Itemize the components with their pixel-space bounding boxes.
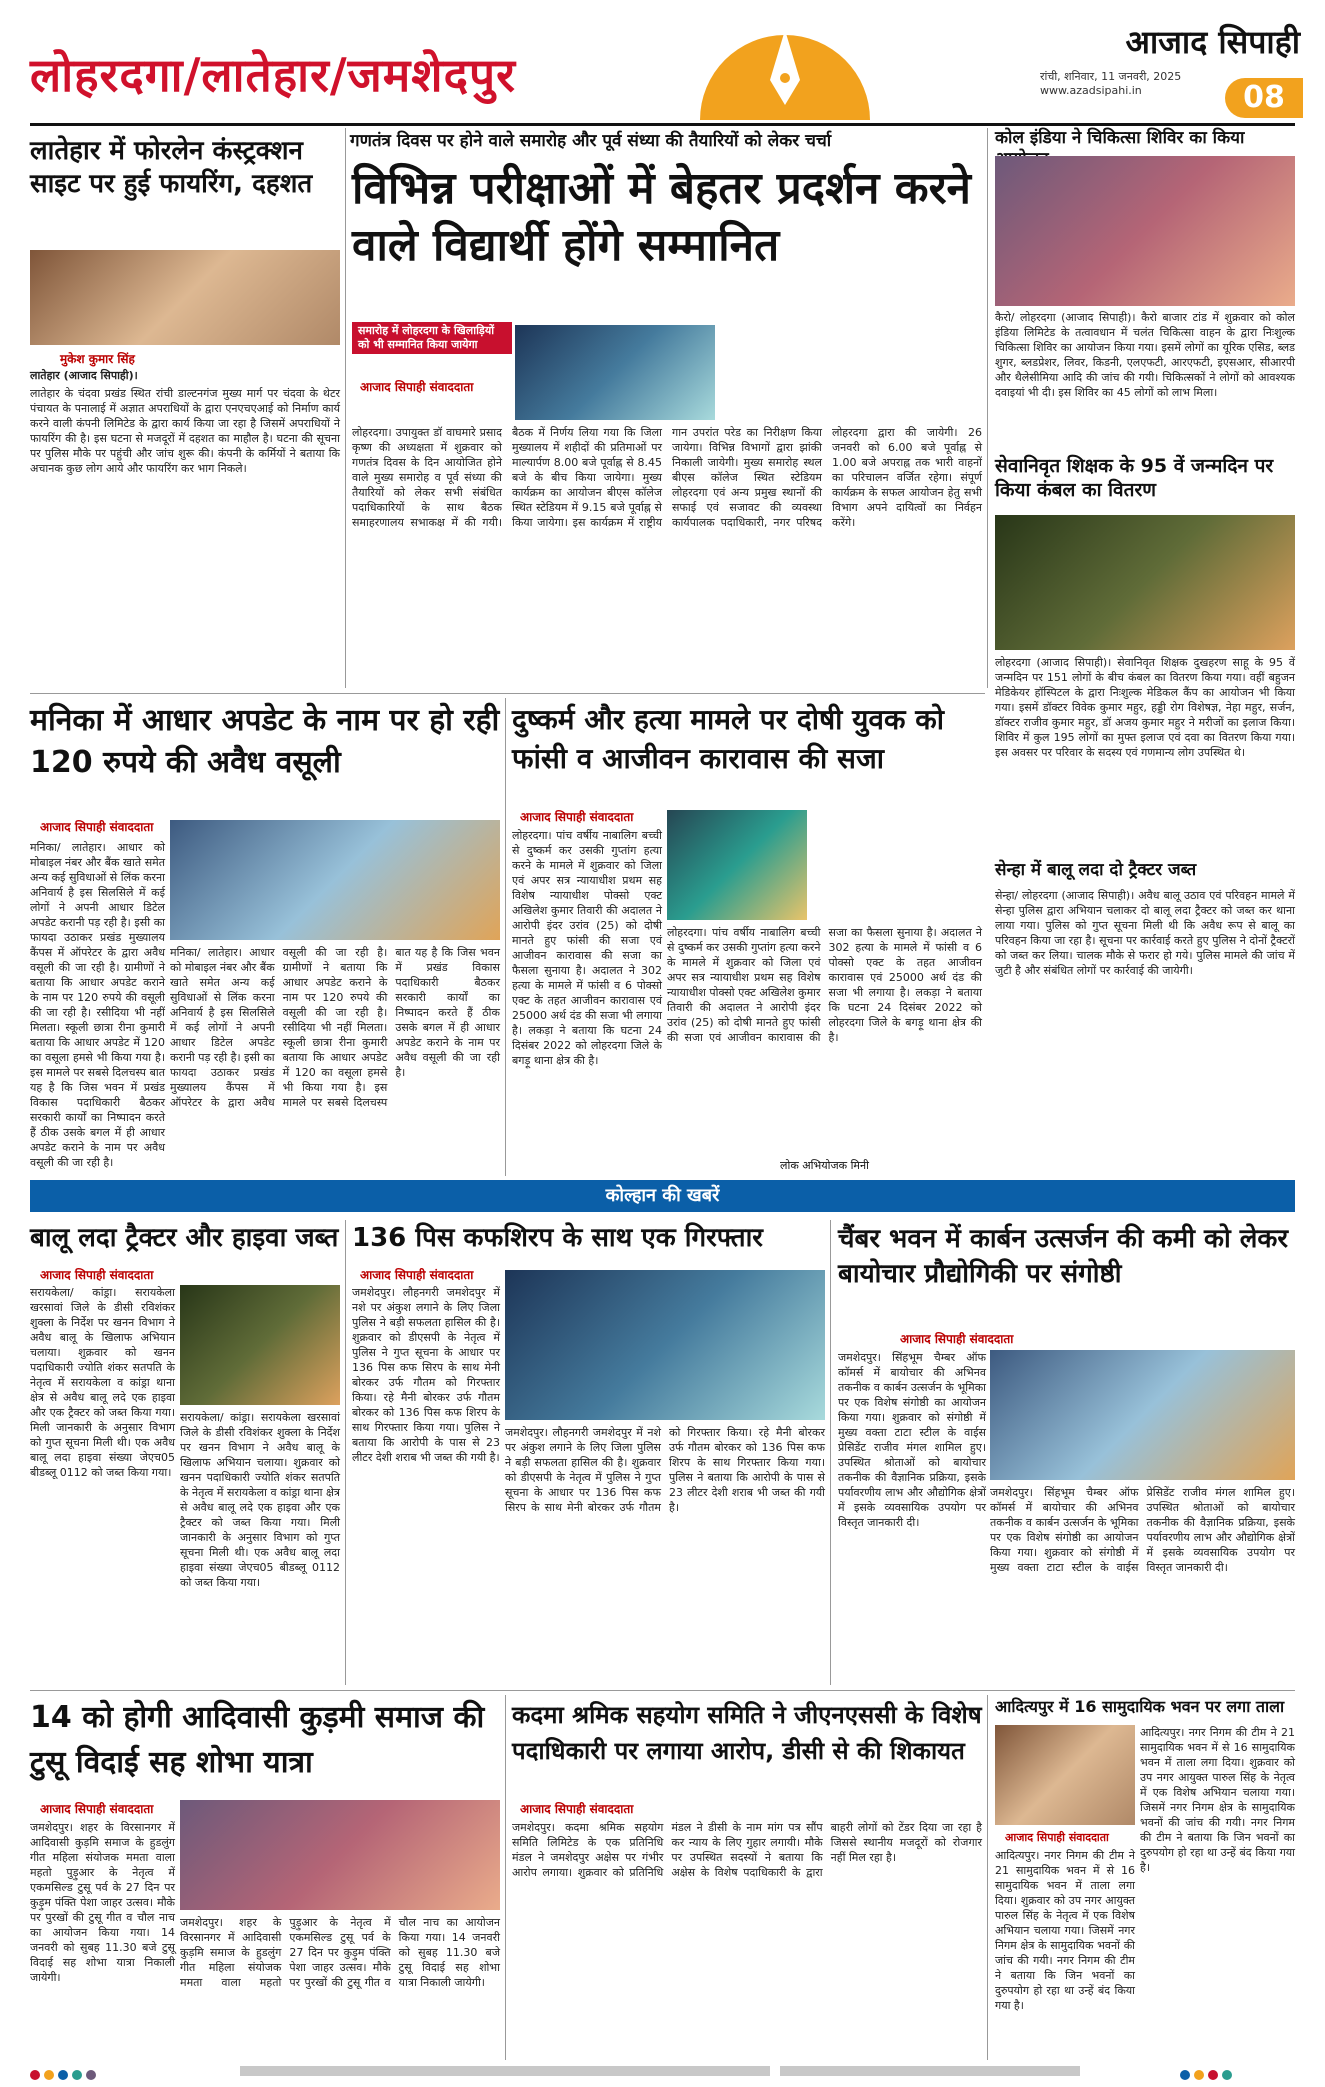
adityapur-headline: आदित्यपुर में 16 सामुदायिक भवन पर लगा ताला — [995, 1697, 1285, 1716]
coal-camp-photo — [995, 156, 1295, 306]
cough-byline: आजाद सिपाही संवाददाता — [360, 1268, 474, 1282]
column-rule — [987, 128, 988, 688]
kadma-byline: आजाद सिपाही संवाददाता — [520, 1802, 634, 1816]
coal-headline: कोल इंडिया ने चिकित्सा शिविर का किया — [995, 128, 1245, 148]
manika-body: मनिका/ लातेहार। आधार को मोबाइल नंबर और बैंक खाते समेत अन्य कई सुविधाओं से लिंक करना अनिवार्य है इस सिलसिले में कई लोगों ने अपनी आधार डिटेल अपडेट करानी पड़ रही है। इसी का फायदा उठाकर प्रखंड मुख्यालय कैंपस में ऑपरेटर के द्वारा अवैध वसूली की जा रही है। ग्रामीणों ने बताया कि आधार अपडेट कराने के नाम पर 120 रुपये की वसूली की जा रही है। रसीदिया भी नहीं मिलता। स्कूली छात्रा रीना कुमारी बताया कि आधार अपडेट में 120 का वसूला हमसे भी किया गया है। इस मामले पर सबसे दिलचस्प बात यह है कि जिस भवन में प्रखंड विकास पदाधिकारी बैठकर सरकारी कार्यों का निष्पादन करते हैं ठीक उसके बगल में ही आधार अपडेट कराने के नाम पर अवैध वसूली की जा रही है। — [30, 841, 165, 1169]
tusu-group-photo — [180, 1800, 500, 1910]
tusu-body: जमशेदपुर। शहर के विरसानगर में आदिवासी कुड़मि समाज के हुडलुंग गीत महिला संयोजक ममता वाला महतो पुड़ुआर के नेतृत्व में एकमसिल्ड टुसू पर्व के 27 दिन पर कुड़ुम पंक्ति पेशा जाहर उत्सव। मौके पर पुरखों की टुसू गीत व चौल नाच का आयोजन किया गया। 14 जनवरी को सुबह 11.30 बजे टुसू विदाई सह शोभा यात्रा निकाली जायेगी। — [30, 1821, 175, 1984]
footer-dots — [1180, 2065, 1295, 2077]
column-rule — [987, 1695, 988, 2060]
main-byline: आजाद सिपाही संवाददाता — [360, 380, 474, 394]
teacher-headline: सेवानिवृत शिक्षक के 95 वें जन्मदिन पर किया कंबल का वितरण — [995, 455, 1274, 501]
masthead-rule — [30, 123, 1295, 126]
chamber-seminar-photo — [990, 1350, 1295, 1480]
teacher-body: लोहरदगा (आजाद सिपाही)। सेवानिवृत शिक्षक दुखहरण साहू के 95 वें जन्मदिन पर 151 लोगों के बीच कंबल का वितरण किया गया। वहीं बहुजन मेडिकेयर हॉस्पिटल के द्वारा निःशुल्क मेडिकल कैंप का आयोजन भी किया गया। इसमें डॉक्टर विवेक कुमार महुर, हड्डी रोग विशेषज्ञ, नेहा महुर, सर्जन, डॉक्टर राजीव कुमार महुर, डॉ अजय कुमार महुर ने मरीजों का इलाज किया। शिविर में कुल 195 लोगों का मुफ्त इलाज एवं दवा का वितरण किया गया। इस अवसर पर परिवार के सदस्य एवं गणमान्य लोग उपस्थित थे। — [995, 656, 1295, 759]
latehar-byline: मुकेश कुमार सिंह — [60, 352, 135, 366]
column-rule — [345, 128, 346, 688]
verdict-body: लोहरदगा। पांच वर्षीय नाबालिग बच्ची से दुष्कर्म कर उसकी गुप्तांग हत्या करने के मामले में शुक्रवार को जिला एवं अपर सत्र न्यायाधीश प्रथम सह विशेष न्यायाधीश पोक्सो एक्ट अखिलेश कुमार तिवारी की अदालत ने आरोपी इंदर उरांव (25) को दोषी मानते हुए फांसी की सजा एवं आजीवन कारावास की सजा का फैसला सुनाया है। अदालत ने 302 हत्या के मामले में फांसी व 6 पोक्सो एक्ट के तहत आजीवन कारावास एवं 25000 अर्थ दंड की सजा भी लगाया है। लकड़ा ने बताया कि घटना 24 दिसंबर 2022 को लोहरदगा जिले के बगड़ू थाना क्षेत्र की है। — [512, 829, 662, 1067]
main-kicker: समारोह में लोहरदगा के खिलाड़ियों को भी सम्मानित किया जायेगा — [352, 322, 512, 354]
chamber-byline: आजाद सिपाही संवाददाता — [900, 1332, 1014, 1346]
main-headline: विभिन्न परीक्षाओं में बेहतर प्रदर्शन करने वाले विद्यार्थी होंगे सम्मानित — [352, 163, 971, 272]
cough-body: जमशेदपुर। लौहनगरी जमशेदपुर में नशे पर अंकुश लगाने के लिए जिला पुलिस ने बड़ी सफलता हासिल की है। शुक्रवार को डीएसपी के नेतृत्व में पुलिस ने गुप्त सूचना के आधार पर 136 पिस कफ सिरप के साथ मेनी बोरकर उर्फ गौतम को गिरफ्तार किया। रहे मैनी बोरकर उर्फ गौतम बोरकर को 136 पिस कफ शिरप के साथ गिरफ्तार किया गया। पुलिस ने बताया कि आरोपी के पास से 23 लीटर देशी शराब भी जब्त की गयी है। — [352, 1286, 500, 1464]
chamber-body: जमशेदपुर। सिंहभूम चैम्बर ऑफ कॉमर्स में बायोचार की अभिनव तकनीक व कार्बन उत्सर्जन के भूमिका पर एक विशेष संगोष्ठी का आयोजन किया गया। शुक्रवार को संगोष्ठी में मुख्य वक्ता टाटा स्टील के वाईस प्रेसिडेंट राजीव मंगल शामिल हुए। उपस्थित श्रोताओं को बायोचार तकनीक की वैज्ञानिक प्रक्रिया, इसके पर्यावरणीय लाभ और औद्योगिक क्षेत्रों में इसके व्यवसायिक उपयोग पर विस्तृत जानकारी दी। — [838, 1351, 986, 1529]
manika-headline: मनिका में आधार अपडेट के नाम पर हो रही 120 रुपये की अवैध वसूली — [30, 703, 500, 780]
main-meeting-photo — [515, 325, 715, 420]
adityapur-photo — [995, 1725, 1135, 1825]
cough-body-cont: जमशेदपुर। लौहनगरी जमशेदपुर में नशे पर अंकुश लगाने के लिए जिला पुलिस ने बड़ी सफलता हासिल की है। शुक्रवार को डीएसपी के नेतृत्व में पुलिस ने गुप्त सूचना के आधार पर 136 पिस कफ सिरप के साथ मेनी बोरकर उर्फ गौतम को गिरफ्तार किया। रहे मैनी बोरकर उर्फ गौतम बोरकर को 136 पिस कफ शिरप के साथ गिरफ्तार किया गया। पुलिस ने बताया कि आरोपी के पास से 23 लीटर देशी शराब भी जब्त की गयी है। — [505, 1426, 825, 1514]
cough-press-photo — [505, 1270, 825, 1420]
page-number: 08 — [1225, 78, 1303, 118]
coal-body: कैरो/ लोहरदगा (आजाद सिपाही)। कैरो बाजार टांड में शुक्रवार को कोल इंडिया लिमिटेड के तत्वावधान में चलंत चिकित्सा वाहन के द्वारा निःशुल्क चिकित्सा शिविर का आयोजन किया गया। इसमें लोगों का यूरिक एसिड, ब्लड शुगर, ब्लडप्रेशर, लिवर, किडनी, एलएफटी, आरएफटी, इएसआर, सीआरपी और थैलेसीमिया आदि की जांच की गयी। चिकित्सकों ने लोगों को आवश्यक दवाइयां भी दी। इस शिविर का 45 लोगों को लाभ मिला। — [995, 311, 1295, 399]
dateline: रांची, शनिवार, 11 जनवरी, 2025 www.azadsipahi.in — [1040, 70, 1182, 97]
kadma-headline: कदमा श्रमिक सहयोग समिति ने जीएनएससी के विशेष पदाधिकारी पर लगाया आरोप, डीसी से की शिकायत — [512, 1701, 982, 1765]
section-title: लोहरदगा/लातेहार/जमशेदपुर — [30, 48, 516, 102]
column-rule — [505, 1695, 506, 2060]
footer-bar — [780, 2066, 1080, 2076]
chamber-headline: चैंबर भवन में कार्बन उत्सर्जन की कमी को लेकर बायोचार प्रौद्योगिकी पर संगोष्ठी — [838, 1224, 1288, 1290]
main-body: लोहरदगा। उपायुक्त डॉ वाघमारे प्रसाद कृष्ण की अध्यक्षता में शुक्रवार को गणतंत्र दिवस के दिन आयोजित होने वाले मुख्य समारोह व पूर्व संध्या की तैयारियों को लेकर सभी संबंधित पदाधिकारियों के साथ बैठक समाहरणालय सभाकक्ष में की गयी। बैठक में निर्णय लिया गया कि जिला मुख्यालय में शहीदों की प्रतिमाओं पर माल्यार्पण 8.00 बजे पूर्वाह्न से 8.45 बजे के बीच किया जायेगा। मुख्य कार्यक्रम का आयोजन बीएस कॉलेज स्थित स्टेडियम में 9.15 बजे पूर्वाह्न से किया जायेगा। इस कार्यक्रम में राष्ट्रीय गान उपरांत परेड का निरीक्षण किया जायेगा। विभिन्न विभागों द्वारा झांकी निकाली जायेगी। मुख्य समारोह स्थल बीएस कॉलेज स्थित स्टेडियम लोहरदगा एवं अन्य प्रमुख स्थानों की सफाई एवं सजावट की व्यवस्था कार्यपालक पदाधिकारी, नगर परिषद लोहरदगा द्वारा की जायेगी। 26 जनवरी को 6.00 बजे पूर्वाह्न से 1.00 बजे अपराह्न तक भारी वाहनों का परिचालन वर्जित रहेगा। संपूर्ण कार्यक्रम के सफल आयोजन हेतु सभी विभाग अपने दायित्वों का निर्वहन करेंगे। — [352, 426, 982, 529]
row-rule — [30, 1690, 1295, 1691]
top-strip: गणतंत्र दिवस पर होने वाले समारोह और पूर्व संध्या की तैयारियों को लेकर चर्चा — [350, 131, 832, 151]
adityapur-body: आदित्यपुर। नगर निगम की टीम ने 21 सामुदायिक भवन में से 16 सामुदायिक भवन में ताला लगा दिया। शुक्रवार को उप नगर आयुक्त पारुल सिंह के नेतृत्व में एक विशेष अभियान चलाया गया। जिसमें नगर निगम क्षेत्र के सामुदायिक भवनों की जांच की गयी। नगर निगम की टीम ने बताया कि जिन भवनों का दुरुपयोग हो रहा था उन्हें बंद किया गया है। — [995, 1849, 1135, 2012]
pen-nib-logo — [700, 10, 870, 120]
tusu-byline: आजाद सिपाही संवाददाता — [40, 1802, 154, 1816]
sand-tractor-body: सेन्हा/ लोहरदगा (आजाद सिपाही)। अवैध बालू उठाव एवं परिवहन मामले में सेन्हा पुलिस द्वारा अभियान चलाकर दो बालू लदा ट्रैक्टर को जब्त कर थाना लाया गया। पुलिस को गुप्त सूचना मिली थी कि अवैध रूप से बालू का परिवहन किया जा रहा है। सूचना पर कार्रवाई करते हुए पुलिस ने दोनों ट्रैक्टरों को जब्त कर लिया। चालक मौके से फरार हो गये। पुलिस मामले की जांच में जुटी है और संबंधित लोगों पर कार्रवाई की जायेगी। — [995, 889, 1295, 977]
teacher-blanket-photo — [995, 515, 1295, 650]
footer-bar — [240, 2066, 770, 2076]
adityapur-body-cont: आदित्यपुर। नगर निगम की टीम ने 21 सामुदायिक भवन में से 16 सामुदायिक भवन में ताला लगा दिया। शुक्रवार को उप नगर आयुक्त पारुल सिंह के नेतृत्व में एक विशेष अभियान चलाया गया। जिसमें नगर निगम क्षेत्र के सामुदायिक भवनों की जांच की गयी। नगर निगम की टीम ने बताया कि जिन भवनों का दुरुपयोग हो रहा था उन्हें बंद किया गया है। — [1140, 1726, 1295, 1874]
latehar-headline: लातेहार में फोरलेन कंस्ट्रक्शन साइट पर हुई फायरिंग, दहशत — [30, 136, 313, 199]
paper-name: आजाद सिपाही — [1125, 23, 1300, 61]
sand-tractor-headline: सेन्हा में बालू लदा दो ट्रैक्टर जब्त — [995, 860, 1197, 880]
main-kicker-box — [352, 322, 512, 372]
chamber-body-cont: जमशेदपुर। सिंहभूम चैम्बर ऑफ कॉमर्स में बायोचार की अभिनव तकनीक व कार्बन उत्सर्जन के भूमिका पर एक विशेष संगोष्ठी का आयोजन किया गया। शुक्रवार को संगोष्ठी में मुख्य वक्ता टाटा स्टील के वाईस प्रेसिडेंट राजीव मंगल शामिल हुए। उपस्थित श्रोताओं को बायोचार तकनीक की वैज्ञानिक प्रक्रिया, इसके पर्यावरणीय लाभ और औद्योगिक क्षेत्रों में इसके व्यवसायिक उपयोग पर विस्तृत जानकारी दी। — [990, 1486, 1295, 1574]
tusu-body-cont: जमशेदपुर। शहर के विरसानगर में आदिवासी कुड़मि समाज के हुडलुंग गीत महिला संयोजक ममता वाला महतो पुड़ुआर के नेतृत्व में एकमसिल्ड टुसू पर्व के 27 दिन पर कुड़ुम पंक्ति पेशा जाहर उत्सव। मौके पर पुरखों की टुसू गीत व चौल नाच का आयोजन किया गया। 14 जनवरी को सुबह 11.30 बजे टुसू विदाई सह शोभा यात्रा निकाली जायेगी। — [180, 1916, 500, 1989]
sand-highway-headline: बालू लदा ट्रैक्टर और हाइवा जब्त — [30, 1223, 339, 1253]
verdict-court-photo — [667, 810, 807, 920]
sand-highway-body-cont: सरायकेला/ कांड्रा। सरायकेला खरसावां जिले के डीसी रविशंकर शुक्ला के निर्देश पर खनन विभाग ने अवैध बालू के खिलाफ अभियान चलाया। शुक्रवार को खनन पदाधिकारी ज्योति शंकर सतपति के नेतृत्व में सरायकेला व कांड्रा थाना क्षेत्र से अवैध बालू लदे एक हाइवा और एक ट्रैक्टर को जब्त किया गया। मिली जानकारी के अनुसार विभाग को गुप्त सूचना मिली थी। एक अवैध बालू लदा हाइवा संख्या जेएच05 बीडब्लू 0112 को जब्त किया गया। — [180, 1411, 340, 1589]
kolhan-section-band: कोल्हान की खबरें — [30, 1180, 1295, 1212]
row-rule — [30, 693, 985, 694]
verdict-caption: लोक अभियोजक मिनी — [780, 1159, 869, 1172]
verdict-body-cont: लोहरदगा। पांच वर्षीय नाबालिग बच्ची से दुष्कर्म कर उसकी गुप्तांग हत्या करने के मामले में शुक्रवार को जिला एवं अपर सत्र न्यायाधीश प्रथम सह विशेष न्यायाधीश पोक्सो एक्ट अखिलेश कुमार तिवारी की अदालत ने आरोपी इंदर उरांव (25) को दोषी मानते हुए फांसी की सजा एवं आजीवन कारावास की सजा का फैसला सुनाया है। अदालत ने 302 हत्या के मामले में फांसी व 6 पोक्सो एक्ट के तहत आजीवन कारावास एवं 25000 अर्थ दंड की सजा भी लगाया है। लकड़ा ने बताया कि घटना 24 दिसंबर 2022 को लोहरदगा जिले के बगड़ू थाना क्षेत्र की है। — [667, 926, 982, 1044]
cough-headline: 136 पिस कफशिरप के साथ एक गिरफ्तार — [352, 1223, 763, 1253]
column-rule — [345, 1220, 346, 1685]
column-rule — [830, 1220, 831, 1685]
tractor-photo — [180, 1285, 340, 1405]
manika-crowd-photo — [170, 820, 500, 940]
sand-highway-body: सरायकेला/ कांड्रा। सरायकेला खरसावां जिले के डीसी रविशंकर शुक्ला के निर्देश पर खनन विभाग ने अवैध बालू के खिलाफ अभियान चलाया। शुक्रवार को खनन पदाधिकारी ज्योति शंकर सतपति के नेतृत्व में सरायकेला व कांड्रा थाना क्षेत्र से अवैध बालू लदे एक हाइवा और एक ट्रैक्टर को जब्त किया गया। मिली जानकारी के अनुसार विभाग को गुप्त सूचना मिली थी। एक अवैध बालू लदा हाइवा संख्या जेएच05 बीडब्लू 0112 को जब्त किया गया। — [30, 1286, 175, 1479]
footer-dots — [30, 2065, 230, 2077]
sand-highway-byline: आजाद सिपाही संवाददाता — [40, 1268, 154, 1282]
tusu-headline: 14 को होगी आदिवासी कुड़मी समाज की टुसू विदाई सह शोभा यात्रा — [30, 1700, 485, 1780]
latehar-body: लातेहार के चंदवा प्रखंड स्थित रांची डाल्टनगंज मुख्य मार्ग पर चंदवा के थेटर पंचायत के पनालाई में अज्ञात अपराधियों के द्वारा एनएचएआई को निर्माण कार्य करने वाली कंपनी लिमिटेड के द्वारा कार्य किया जा रहा है जिसमें अपराधियों ने फायरिंग की है। इस घटना से मजदूरों में दहशत का माहौल है। घटना की सूचना पर पुलिस मौके पर पहुंची और जांच शुरू की। कंपनी के कर्मियों ने बताया कि अचानक कुछ लोग आये और फायरिंग कर भाग निकले। — [30, 387, 340, 475]
verdict-headline: दुष्कर्म और हत्या मामले पर दोषी युवक को फांसी व आजीवन कारावास की सजा — [512, 703, 944, 776]
kadma-body: जमशेदपुर। कदमा श्रमिक सहयोग समिति लिमिटेड के एक प्रतिनिधि मंडल ने जमशेदपुर अक्षेस पर गंभीर आरोप लगाया। शुक्रवार को प्रतिनिधि मंडल ने डीसी के नाम मांग पत्र सौंप कर न्याय के लिए गुहार लगायी। मौके पर उपस्थित सदस्यों ने बताया कि अक्षेस के विशेष पदाधिकारी के द्वारा बाहरी लोगों को टेंडर दिया जा रहा है जिससे स्थानीय मजदूरों को रोजगार नहीं मिल रहा है। — [512, 1821, 982, 1879]
verdict-byline: आजाद सिपाही संवाददाता — [520, 810, 634, 824]
latehar-photo — [30, 250, 340, 345]
column-rule — [505, 698, 506, 1176]
adityapur-byline: आजाद सिपाही संवाददाता — [1005, 1831, 1109, 1844]
manika-body-cont: मनिका/ लातेहार। आधार को मोबाइल नंबर और बैंक खाते समेत अन्य कई सुविधाओं से लिंक करना अनिवार्य है इस सिलसिले में कई लोगों ने अपनी आधार डिटेल अपडेट करानी पड़ रही है। इसी का फायदा उठाकर प्रखंड मुख्यालय कैंपस में ऑपरेटर के द्वारा अवैध वसूली की जा रही है। ग्रामीणों ने बताया कि आधार अपडेट कराने के नाम पर 120 रुपये की वसूली की जा रही है। रसीदिया भी नहीं मिलता। स्कूली छात्रा रीना कुमारी बताया कि आधार अपडेट में 120 का वसूला हमसे भी किया गया है। इस मामले पर सबसे दिलचस्प बात यह है कि जिस भवन में प्रखंड विकास पदाधिकारी बैठकर सरकारी कार्यों का निष्पादन करते हैं ठीक उसके बगल में ही आधार अपडेट कराने के नाम पर अवैध वसूली की जा रही है। — [170, 946, 500, 1109]
manika-byline: आजाद सिपाही संवाददाता — [40, 820, 154, 834]
latehar-dateline: लातेहार (आजाद सिपाही)। — [30, 369, 138, 382]
